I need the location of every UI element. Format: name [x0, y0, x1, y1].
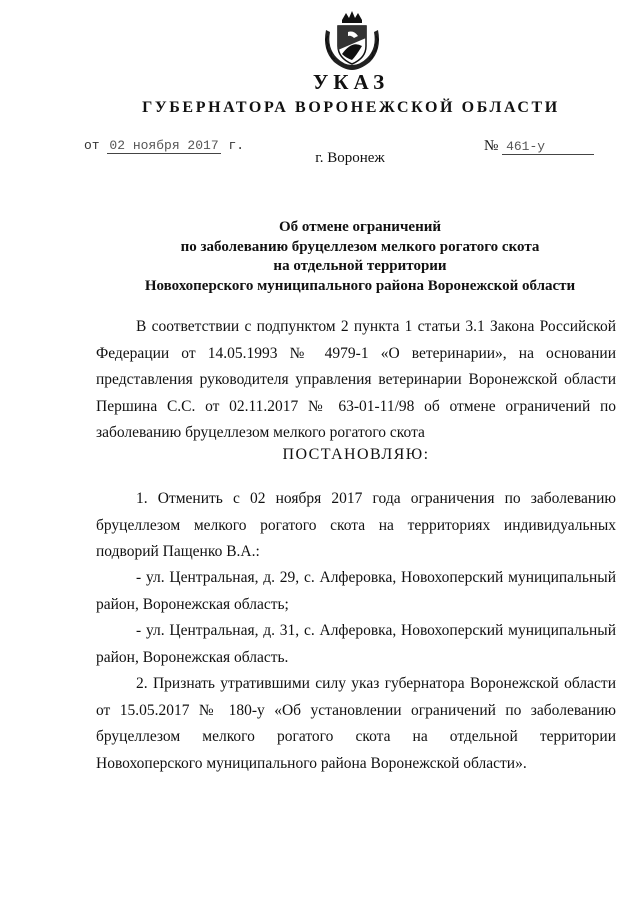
document-type-title: УКАЗ [312, 70, 390, 94]
date-prefix: от [84, 138, 100, 153]
issuer-title: ГУБЕРНАТОРА ВОРОНЕЖСКОЙ ОБЛАСТИ [142, 99, 560, 116]
heading-line-3: на отдельной территории [273, 258, 447, 274]
document-heading [100, 218, 620, 296]
coat-of-arms-emblem [320, 10, 384, 72]
item-1a-paragraph: - ул. Центральная, д. 29, с. Алферовка, Новохоперский муниципальный район, Воронежская область; [96, 569, 616, 613]
item-1-paragraph: 1. Отменить с 02 ноября 2017 года ограничения по заболеванию бруцеллезом мелкого рогатого скота на территориях индивидуальных подворий Пащенко В.А.: [96, 490, 616, 560]
document-number: 461-у [502, 139, 594, 155]
item-1b-paragraph: - ул. Центральная, д. 31, с. Алферовка, Новохоперский муниципальный район, Воронежская область. [96, 622, 616, 666]
heading-line-1: Об отмене ограничений [279, 219, 441, 235]
date-suffix: г. [228, 138, 245, 153]
date-value: 02 ноября 2017 [109, 138, 219, 153]
coat-of-arms-icon [320, 10, 384, 72]
item-2-paragraph: 2. Признать утратившими силу указ губернатора Воронежской области от 15.05.2017 № 180-у «Об установлении ограничений по заболеванию бруцеллезом мелкого рогатого скота на отдельной территории Новохоперского муниципального района Воронежской области». [96, 675, 616, 772]
heading-line-2: по заболеванию бруцеллезом мелкого рогатого скота [180, 238, 540, 255]
heading-line-4: Новохоперского муниципального района Воронежской области [144, 277, 576, 294]
city-name: г. Воронеж [315, 150, 385, 166]
preamble-paragraph: В соответствии с подпунктом 2 пункта 1 статьи 3.1 Закона Российской Федерации от 14.05.1993 № 4979-1 «О ветеринарии», на основании представления руководителя управления ветеринарии Воронежской области Першина С.С. от 02.11.2017 № 63-01-11/98 об отмене ограничений по заболеванию бруцеллезом мелкого рогатого скота [96, 318, 616, 441]
number-sign: № [484, 138, 499, 154]
decree-word: ПОСТАНОВЛЯЮ: [282, 446, 430, 463]
